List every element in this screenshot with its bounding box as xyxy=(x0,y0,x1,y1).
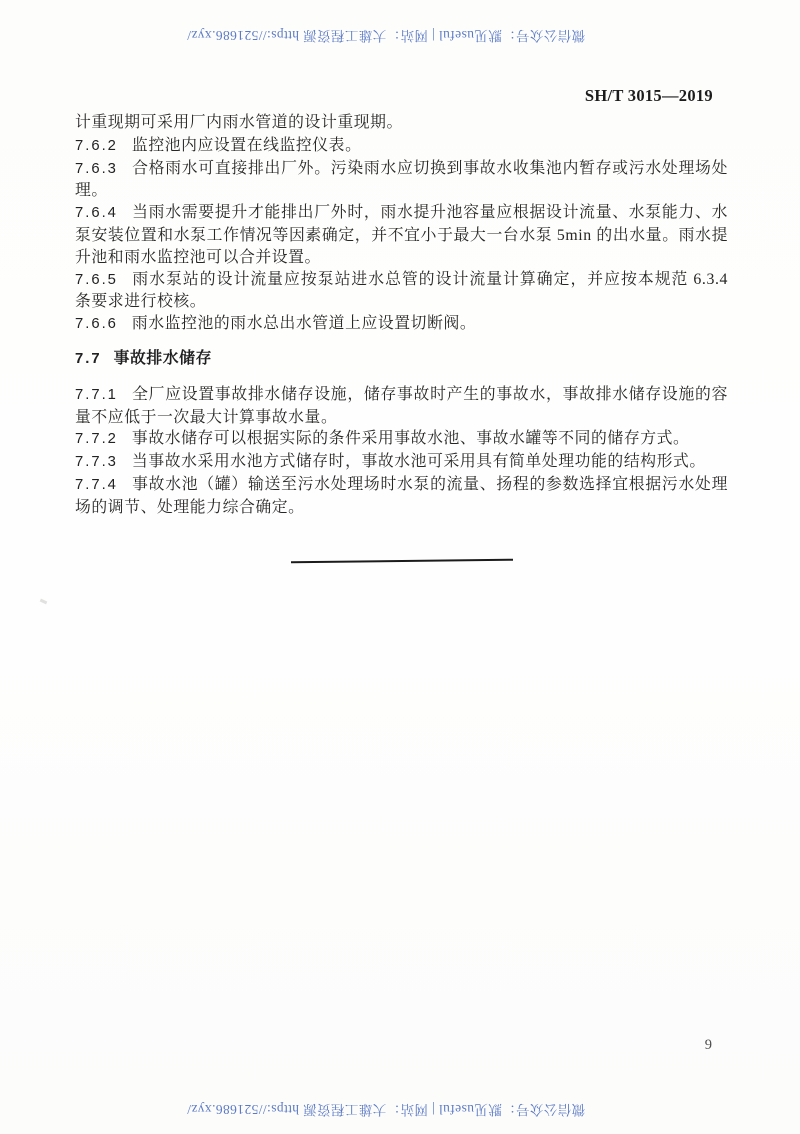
paragraph-text: 计重现期可采用厂内雨水管道的设计重现期。 xyxy=(75,114,403,131)
paragraph-text: 雨水监控池的雨水总出水管道上应设置切断阀。 xyxy=(131,315,477,333)
paragraph-text: 事故水储存可以根据实际的条件采用事故水池、事故水罐等不同的储存方式。 xyxy=(131,430,690,448)
clause-number: 7.6.6 xyxy=(75,316,118,333)
standard-code-header: SH/T 3015—2019 xyxy=(584,86,713,105)
paragraph-7-7-1 xyxy=(75,384,728,429)
document-body xyxy=(75,112,728,562)
paragraph-text: 当雨水需要提升才能排出厂外时，雨水提升池容量应根据设计流量、水泵能力、水泵安装位置和水泵工作情况等因素确定，并不宜小于最大一台水泵 5min 的出水量。雨水提升池和雨水监控池可以合并设置。 xyxy=(75,204,728,266)
clause-number: 7.6.3 xyxy=(75,160,118,177)
paragraph-7-7-2 xyxy=(75,428,728,451)
paragraph-text: 全厂应设置事故排水储存设施，储存事故时产生的事故水，事故排水储存设施的容量不应低于一次最大计算事故水量。 xyxy=(75,385,728,426)
clause-number: 7.7.3 xyxy=(75,454,118,471)
paragraph-7-6-5 xyxy=(75,269,728,314)
paragraph-7-6-2 xyxy=(75,135,728,158)
paragraph-7-6-6 xyxy=(75,313,728,336)
watermark-bottom: 微信公众号：默见useful | 网站：大雄工程资源 https://521686.xyz/ xyxy=(186,1102,586,1117)
paragraph-7-6-3 xyxy=(75,158,728,203)
clause-number: 7.7.4 xyxy=(75,476,118,493)
paragraph-text: 雨水泵站的设计流量应按泵站进水总管的设计流量计算确定，并应按本规范 6.3.4 条要求进行校核。 xyxy=(75,270,728,311)
paragraph-text: 事故水池（罐）输送至污水处理场时水泵的流量、扬程的参数选择宜根据污水处理场的调节、处理能力综合确定。 xyxy=(75,475,728,516)
paragraph-7-7-3 xyxy=(75,451,728,474)
paragraph-continuation xyxy=(75,112,728,135)
clause-number: 7.7.2 xyxy=(75,431,118,448)
section-heading-7-7 xyxy=(75,348,728,371)
scan-artifact xyxy=(40,599,48,605)
paragraph-text: 当事故水采用水池方式储存时，事故水池可采用具有简单处理功能的结构形式。 xyxy=(131,453,706,471)
paragraph-7-6-4 xyxy=(75,202,728,268)
paragraph-7-7-4 xyxy=(75,474,728,519)
section-title: 事故排水储存 xyxy=(113,349,212,367)
clause-number: 7.7.1 xyxy=(75,386,118,403)
clause-number: 7.6.2 xyxy=(75,137,118,154)
paragraph-text: 合格雨水可直接排出厂外。污染雨水应切换到事故水收集池内暂存或污水处理场处理。 xyxy=(75,159,728,200)
paragraph-text: 监控池内应设置在线监控仪表。 xyxy=(131,136,362,154)
watermark-top: 微信公众号：默见useful | 网站：大雄工程资源 https://521686.xyz/ xyxy=(186,28,586,43)
section-number: 7.7 xyxy=(75,350,102,367)
clause-number: 7.6.4 xyxy=(75,205,118,222)
end-of-text-rule xyxy=(290,558,512,563)
page-number: 9 xyxy=(704,1037,712,1053)
clause-number: 7.6.5 xyxy=(75,271,118,288)
